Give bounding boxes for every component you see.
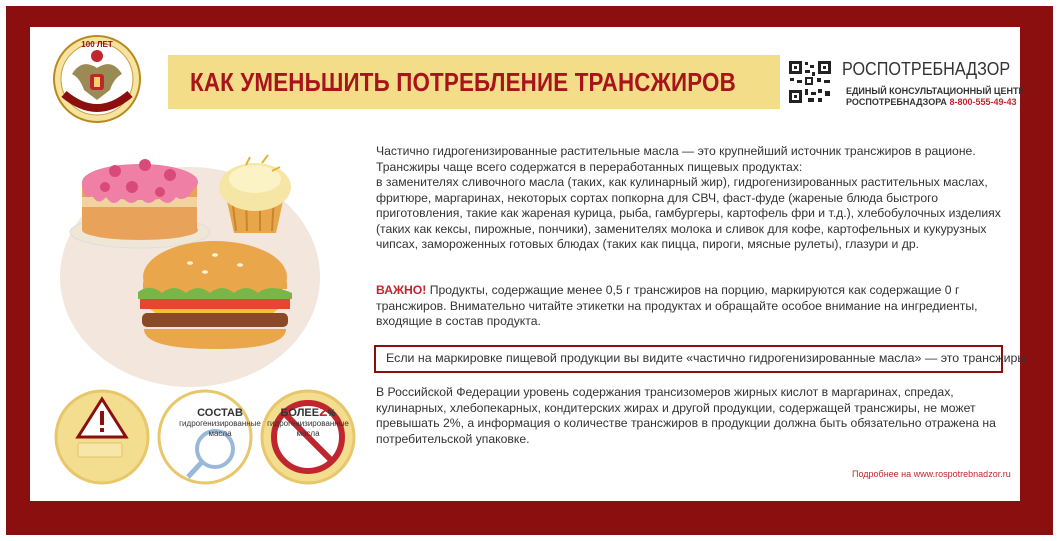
badge-composition-sub1: гидрогенизированные xyxy=(179,419,261,428)
burger-icon xyxy=(138,241,292,349)
badge-limit-sub2: масла xyxy=(296,429,320,438)
intro-line: (таких как кексы, пирожные, пончики), заменителях молока и сливок для кофе, картофельных и кукурузных xyxy=(376,221,987,236)
badge-composition-title: СОСТАВ xyxy=(197,407,243,419)
intro-line: чипсах, замороженных готовых блюдах (таких как пицца, пироги, мясные рулеты), глазури и др. xyxy=(376,237,920,251)
important-first-line xyxy=(376,283,1016,299)
intro-line: фритюре, маргаринах, некоторых сортах попкорна для СВЧ, фаст-фуде (жареные блюда быстрого xyxy=(376,190,939,205)
intro-line: Трансжиры чаще всего содержатся в переработанных пищевых продуктах: xyxy=(376,159,803,174)
butter-icon xyxy=(78,443,122,457)
poster-card xyxy=(30,27,1027,501)
brand-name: РОСПОТРЕБНАДЗОР xyxy=(842,59,1011,79)
note-text: Если на маркировке пищевой продукции вы видите «частично гидрогенизированные масла» — это трансжиры xyxy=(386,351,1027,365)
hotline-phone[interactable]: 8-800-555-49-43 xyxy=(949,97,1017,107)
page-title: КАК УМЕНЬШИТЬ ПОТРЕБЛЕНИЕ ТРАНСЖИРОВ xyxy=(190,67,736,97)
badge-limit-sub1: гидрогенизированные xyxy=(267,419,349,428)
important-line: входящие в состав продукта. xyxy=(376,314,541,328)
brand-subtitle: ЕДИНЫЙ КОНСУЛЬТАЦИОННЫЙ ЦЕНТР xyxy=(846,86,1025,96)
intro-line: Частично гидрогенизированные растительные масла — это крупнейший источник трансжиров в рационе. xyxy=(376,144,976,158)
regulation-paragraph xyxy=(376,385,1016,447)
intro-paragraph xyxy=(376,144,1016,253)
rospotrebnadzor-emblem-icon xyxy=(52,34,142,124)
intro-line: в заменителях сливочного масла (таких, как кулинарный жир), гидрогенизированных растительных маслах, xyxy=(376,175,988,189)
intro-line: приготовления, такие как жареная курица, рыба, гамбургеры, картофель фри и т.д.), хлебобулочных изделиях xyxy=(376,206,1001,220)
important-text: Продукты, содержащие менее 0,5 г трансжиров на порцию, маркируются как содержащие 0 г xyxy=(426,283,960,297)
badge-limit-title xyxy=(270,403,346,420)
warning-badge xyxy=(56,391,148,483)
brand-hotline xyxy=(846,97,1017,107)
badge-limit-title-a: БОЛЕЕ xyxy=(280,407,320,419)
regulation-line: кулинарных, хлебопекарных, кондитерских жирах и другой продукции, содержащей трансжиры, не может xyxy=(376,400,976,415)
important-paragraph xyxy=(376,283,1016,330)
badge-limit-percent: % xyxy=(327,408,336,418)
regulation-line: превышать 2%, а информация о количестве трансжиров в продукции должна быть обязательно отражена на xyxy=(376,416,996,430)
badge-composition-sub2: масла xyxy=(208,429,232,438)
badge-limit-value: 2 xyxy=(319,403,328,420)
regulation-line: потребительской упаковке. xyxy=(376,431,530,446)
regulation-line: В Российской Федерации уровень содержания трансизомеров жирных кислот в маргаринах, спредах, xyxy=(376,385,954,399)
brand-hotline-label: РОСПОТРЕБНАДЗОРА xyxy=(846,97,947,107)
important-line: трансжиров. Внимательно читайте этикетки на продуктах и обращайте особое внимание на ингредиенты, xyxy=(376,298,978,313)
important-label: ВАЖНО! xyxy=(376,283,427,297)
emblem-top-text: 100 ЛЕТ xyxy=(81,40,113,49)
qr-code-icon xyxy=(788,60,832,104)
more-info-link[interactable]: Подробнее на www.rospotrebnadzor.ru xyxy=(852,469,1011,479)
